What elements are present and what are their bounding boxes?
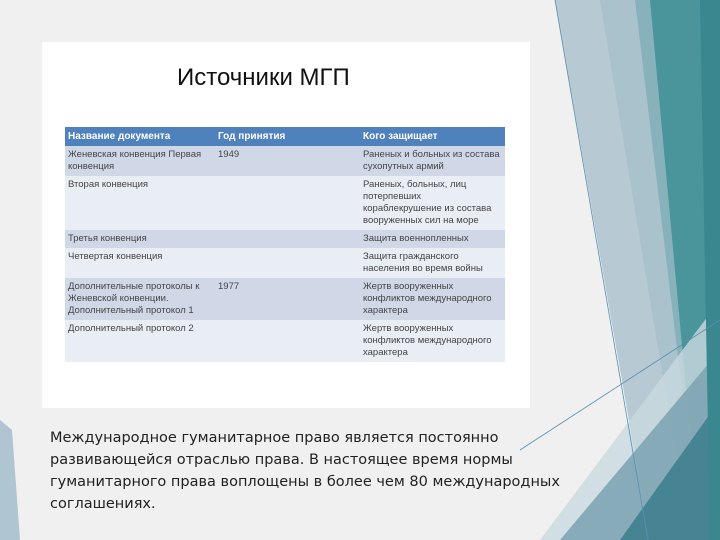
cell-year (215, 230, 360, 248)
table-row (65, 146, 505, 176)
cell-document: Четвертая конвенция (65, 248, 215, 278)
cell-document: Вторая конвенция (65, 176, 215, 230)
cell-document: Женевская конвенция Первая конвенция (65, 146, 215, 176)
cell-protects: Жертв вооруженных конфликтов международного характера (360, 278, 505, 320)
cell-protects: Защита военнопленных (360, 230, 505, 248)
sources-table (65, 127, 505, 362)
table-row (65, 176, 505, 230)
slide-image-panel (42, 42, 530, 408)
table-header-row (65, 127, 505, 146)
cell-protects: Защита гражданского населения во время войны (360, 248, 505, 278)
cell-year: 1977 (215, 278, 360, 320)
cell-protects: Раненых и больных из состава сухопутных армий (360, 146, 505, 176)
header-protects: Кого защищает (360, 127, 505, 146)
cell-year (215, 320, 360, 362)
cell-year (215, 248, 360, 278)
table-row (65, 278, 505, 320)
cell-document: Третья конвенция (65, 230, 215, 248)
table-row (65, 248, 505, 278)
cell-document: Дополнительный протокол 2 (65, 320, 215, 362)
header-year: Год принятия (215, 127, 360, 146)
table-row (65, 230, 505, 248)
cell-protects: Раненых, больных, лиц потерпевших кораблекрушение из состава вооруженных сил на море (360, 176, 505, 230)
cell-year: 1949 (215, 146, 360, 176)
table-row (65, 320, 505, 362)
header-document: Название документа (65, 127, 215, 146)
slide-paragraph: Международное гуманитарное право является постоянно развивающейся отраслью права. В настоящее время нормы гуманитарного права воплощены в более чем 80 международных соглашениях. (50, 430, 560, 512)
slide-title: Источники МГП (177, 64, 350, 91)
cell-year (215, 176, 360, 230)
cell-protects: Жертв вооруженных конфликтов международного характера (360, 320, 505, 362)
cell-document: Дополнительные протоколы к Женевской конвенции. Дополнительный протокол 1 (65, 278, 215, 320)
